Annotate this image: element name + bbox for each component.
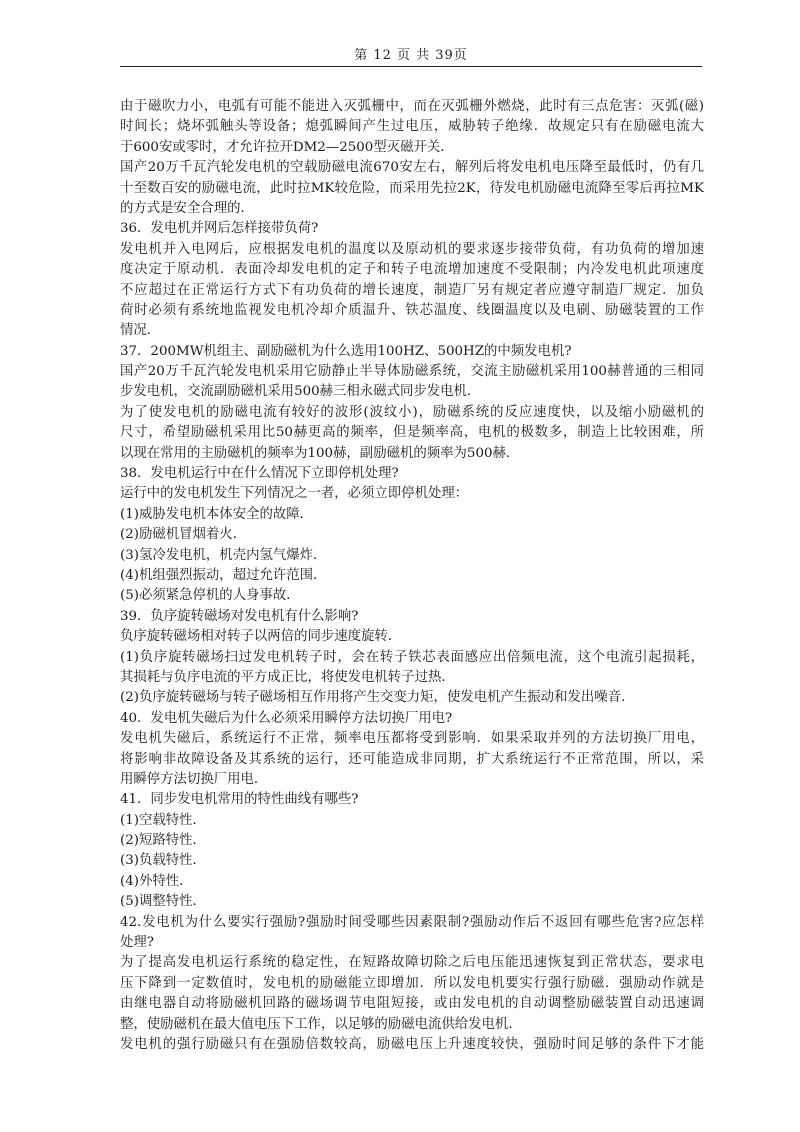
text-line: (5)调整特性． [120, 894, 206, 910]
text-line: (1)威胁发电机本体安全的故障． [120, 506, 314, 522]
text-line: 由于磁吹力小，电弧有可能不能进入灭弧栅中，而在灭弧栅外燃烧，此时有三点危害：灭弧(磁) [120, 99, 704, 114]
page-number-label: 第 12 页 共 39页 [354, 48, 468, 63]
text-line: 发电机并入电网后，应根据发电机的温度以及原动机的要求逐步接带负荷，有功负荷的增加速 [120, 241, 704, 257]
text-line: 40．发电机失磁后为什么必须采用瞬停方法切换厂用电? [120, 710, 453, 726]
text-line: 为了使发电机的励磁电流有较好的波形(波纹小)，励磁系统的反应速度快，以及缩小励磁机的 [120, 404, 704, 420]
text-line: 步发电机，交流副励磁机采用500赫三相永磁式同步发电机． [120, 384, 481, 400]
text-line: 整，使励磁机在最大值电压下工作，以足够的励磁电流供给发电机． [120, 1016, 522, 1032]
text-line: 将影响非故障设备及其系统的运行，还可能造成非同期，扩大系统运行不正常范围，所以，采 [120, 751, 704, 767]
text-line: 国产20万千瓦汽轮发电机的空载励磁电流670安左右，解列后将发电机电压降至最低时，仍有几 [120, 160, 704, 176]
text-line: 的方式是安全合理的． [120, 200, 254, 216]
text-line: 由继电器自动将励磁机回路的磁场调节电阻短接，或由发电机的自动调整励磁装置自动迅速调 [120, 996, 704, 1012]
text-line: (1)负序旋转磁场扫过发电机转子时，会在转子铁芯表面感应出倍频电流，这个电流引起损耗， [120, 649, 704, 665]
text-line: 39．负序旋转磁场对发电机有什么影响? [120, 608, 359, 624]
text-line: 发电机失磁后，系统运行不正常，频率电压都将受到影响．如果采取并列的方法切换厂用电， [120, 731, 704, 747]
page-header [120, 40, 702, 67]
text-line: (5)必须紧急停机的人身事故． [120, 588, 300, 604]
text-line: 41．同步发电机常用的特性曲线有哪些? [120, 792, 359, 808]
text-line: 发电机的强行励磁只有在强励倍数较高，励磁电压上升速度较快，强励时间足够的条件下才能 [120, 1036, 704, 1052]
text-line: (3)负载特性． [120, 853, 206, 869]
text-line: 于600安或零时，才允许拉开DM2—2500型灭磁开关． [120, 139, 454, 155]
text-line: (3)氢冷发电机，机壳内氢气爆炸． [120, 547, 327, 563]
text-line: (2)短路特性． [120, 833, 206, 849]
text-line: (1)空载特性． [120, 812, 206, 828]
text-line: 用瞬停方法切换厂用电． [120, 771, 268, 787]
text-line: 其损耗与负序电流的平方成正比，将使发电机转子过热． [120, 669, 455, 685]
text-line: 运行中的发电机发生下列情况之一者，必须立即停机处理： [120, 486, 469, 502]
text-line: 为了提高发电机运行系统的稳定性，在短路故障切除之后电压能迅速恢复到正常状态，要求电 [120, 955, 704, 971]
document-body [120, 97, 704, 1055]
text-line: 尺寸，希望励磁机采用比50赫更高的频率，但是频率高，电机的极数多，制造上比较困难，所 [120, 425, 704, 441]
text-line: 37．200MW机组主、副励磁机为什么选用100HZ、500HZ的中频发电机? [120, 343, 572, 359]
text-line: 度决定于原动机．表面冷却发电机的定子和转子电流增加速度不受限制；内冷发电机此项速度 [120, 262, 704, 278]
text-line: 不应超过在正常运行方式下有功负荷的增长速度，制造厂另有规定者应遵守制造厂规定．加负 [120, 282, 704, 298]
text-line: 负序旋转磁场相对转子以两倍的同步速度旋转． [120, 629, 402, 645]
text-line: (2)励磁机冒烟着火． [120, 527, 247, 543]
text-line: 处理? [120, 935, 154, 951]
text-line: 荷时必须有系统地监视发电机冷却介质温升、铁芯温度、线圈温度以及电刷、励磁装置的工作 [120, 302, 704, 318]
text-line: (4)外特性． [120, 873, 193, 889]
text-line: 压下降到一定数值时，发电机的励磁能立即增加．所以发电机要实行强行励磁．强励动作就是 [120, 975, 704, 991]
text-line: 以现在常用的主励磁机的频率为100赫，副励磁机的频率为500赫． [120, 445, 520, 461]
text-line: (2)负序旋转磁场与转子磁场相互作用将产生交变力矩，使发电机产生振动和发出噪音． [120, 690, 635, 706]
text-line: 情况． [120, 323, 161, 339]
text-line: (4)机组强烈振动，超过允许范围． [120, 567, 327, 583]
text-line: 42.发电机为什么要实行强励?强励时间受哪些因素限制?强励动作后不返回有哪些危害?应怎样 [120, 914, 704, 930]
text-line: 国产20万千瓦汽轮发电机采用它励静止半导体励磁系统，交流主励磁机采用100赫普通的三相同 [120, 364, 704, 380]
text-line: 十至数百安的励磁电流，此时拉MK较危险，而采用先拉2K，待发电机励磁电流降至零后再拉MK [120, 180, 704, 196]
text-line: 38．发电机运行中在什么情况下立即停机处理? [120, 466, 399, 482]
text-line: 36．发电机并网后怎样接带负荷? [120, 221, 319, 237]
text-line: 时间长；烧坏弧触头等设备；熄弧瞬间产生过电压，威胁转子绝缘．故规定只有在励磁电流大 [120, 119, 704, 135]
